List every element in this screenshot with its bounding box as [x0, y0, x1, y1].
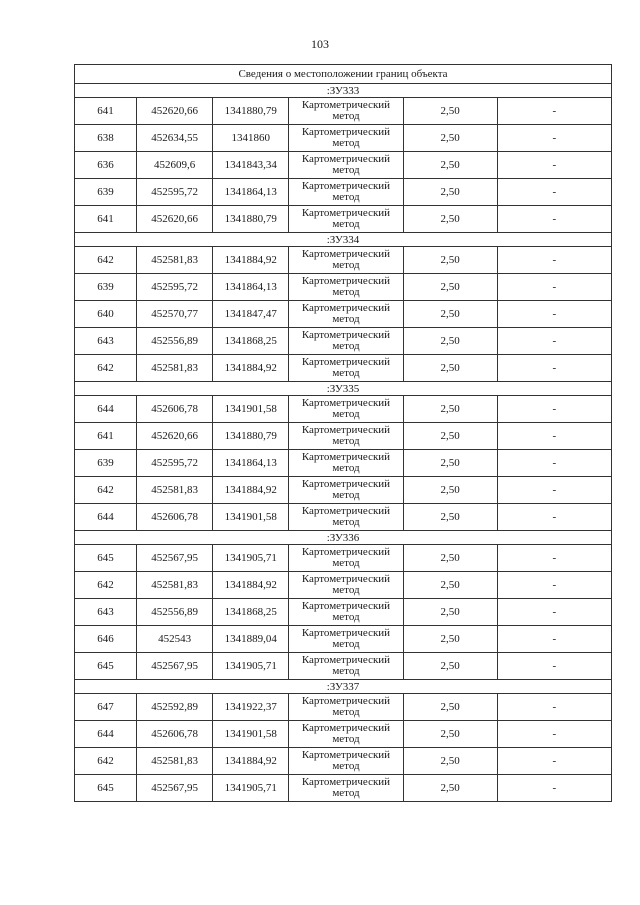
point-number-cell: 642	[75, 247, 137, 274]
x-coordinate-cell: 452634,55	[137, 125, 213, 152]
accuracy-cell: 2,50	[403, 504, 497, 531]
x-coordinate-cell: 452567,95	[137, 545, 213, 572]
method-cell: Картометрический метод	[289, 355, 403, 382]
accuracy-cell: 2,50	[403, 179, 497, 206]
table-caption: Сведения о местоположении границ объекта	[75, 65, 612, 84]
table-row	[75, 694, 612, 721]
page-number: 103	[311, 37, 329, 51]
point-number-cell: 644	[75, 721, 137, 748]
point-number-cell: 642	[75, 748, 137, 775]
method-cell: Картометрический метод	[289, 748, 403, 775]
table-row	[75, 396, 612, 423]
point-number-cell: 642	[75, 572, 137, 599]
method-cell: Картометрический метод	[289, 775, 403, 802]
note-cell: -	[497, 98, 611, 125]
section-name: :ЗУ334	[75, 233, 612, 247]
point-number-cell: 638	[75, 125, 137, 152]
table-row	[75, 599, 612, 626]
table-row	[75, 450, 612, 477]
note-cell: -	[497, 355, 611, 382]
x-coordinate-cell: 452581,83	[137, 748, 213, 775]
accuracy-cell: 2,50	[403, 301, 497, 328]
y-coordinate-cell: 1341864,13	[213, 179, 289, 206]
note-cell: -	[497, 423, 611, 450]
y-coordinate-cell: 1341880,79	[213, 423, 289, 450]
note-cell: -	[497, 626, 611, 653]
accuracy-cell: 2,50	[403, 396, 497, 423]
note-cell: -	[497, 545, 611, 572]
section-name: :ЗУ337	[75, 680, 612, 694]
accuracy-cell: 2,50	[403, 694, 497, 721]
y-coordinate-cell: 1341868,25	[213, 328, 289, 355]
y-coordinate-cell: 1341880,79	[213, 206, 289, 233]
y-coordinate-cell: 1341905,71	[213, 545, 289, 572]
accuracy-cell: 2,50	[403, 152, 497, 179]
method-cell: Картометрический метод	[289, 179, 403, 206]
y-coordinate-cell: 1341901,58	[213, 721, 289, 748]
x-coordinate-cell: 452606,78	[137, 396, 213, 423]
y-coordinate-cell: 1341864,13	[213, 274, 289, 301]
table-row	[75, 423, 612, 450]
point-number-cell: 645	[75, 653, 137, 680]
y-coordinate-cell: 1341905,71	[213, 775, 289, 802]
method-cell: Картометрический метод	[289, 152, 403, 179]
accuracy-cell: 2,50	[403, 599, 497, 626]
x-coordinate-cell: 452581,83	[137, 247, 213, 274]
x-coordinate-cell: 452581,83	[137, 572, 213, 599]
method-cell: Картометрический метод	[289, 572, 403, 599]
x-coordinate-cell: 452595,72	[137, 450, 213, 477]
note-cell: -	[497, 328, 611, 355]
table-row	[75, 301, 612, 328]
table-row	[75, 355, 612, 382]
x-coordinate-cell: 452595,72	[137, 179, 213, 206]
table-row	[75, 152, 612, 179]
method-cell: Картометрический метод	[289, 694, 403, 721]
table-row	[75, 775, 612, 802]
y-coordinate-cell: 1341901,58	[213, 504, 289, 531]
y-coordinate-cell: 1341901,58	[213, 396, 289, 423]
x-coordinate-cell: 452567,95	[137, 775, 213, 802]
note-cell: -	[497, 152, 611, 179]
boundary-table	[74, 64, 612, 802]
note-cell: -	[497, 396, 611, 423]
point-number-cell: 641	[75, 206, 137, 233]
y-coordinate-cell: 1341884,92	[213, 572, 289, 599]
accuracy-cell: 2,50	[403, 125, 497, 152]
accuracy-cell: 2,50	[403, 721, 497, 748]
x-coordinate-cell: 452567,95	[137, 653, 213, 680]
table-row	[75, 125, 612, 152]
y-coordinate-cell: 1341884,92	[213, 477, 289, 504]
point-number-cell: 639	[75, 274, 137, 301]
method-cell: Картометрический метод	[289, 206, 403, 233]
accuracy-cell: 2,50	[403, 775, 497, 802]
point-number-cell: 644	[75, 396, 137, 423]
method-cell: Картометрический метод	[289, 98, 403, 125]
accuracy-cell: 2,50	[403, 477, 497, 504]
x-coordinate-cell: 452581,83	[137, 477, 213, 504]
x-coordinate-cell: 452592,89	[137, 694, 213, 721]
accuracy-cell: 2,50	[403, 98, 497, 125]
accuracy-cell: 2,50	[403, 423, 497, 450]
section-header-row	[75, 531, 612, 545]
x-coordinate-cell: 452556,89	[137, 599, 213, 626]
accuracy-cell: 2,50	[403, 355, 497, 382]
method-cell: Картометрический метод	[289, 125, 403, 152]
method-cell: Картометрический метод	[289, 301, 403, 328]
y-coordinate-cell: 1341880,79	[213, 98, 289, 125]
table-row	[75, 328, 612, 355]
y-coordinate-cell: 1341868,25	[213, 599, 289, 626]
method-cell: Картометрический метод	[289, 396, 403, 423]
note-cell: -	[497, 477, 611, 504]
section-name: :ЗУ333	[75, 84, 612, 98]
y-coordinate-cell: 1341905,71	[213, 653, 289, 680]
method-cell: Картометрический метод	[289, 653, 403, 680]
table-row	[75, 98, 612, 125]
table-row	[75, 504, 612, 531]
method-cell: Картометрический метод	[289, 328, 403, 355]
method-cell: Картометрический метод	[289, 423, 403, 450]
method-cell: Картометрический метод	[289, 247, 403, 274]
x-coordinate-cell: 452620,66	[137, 206, 213, 233]
y-coordinate-cell: 1341889,04	[213, 626, 289, 653]
table-row	[75, 626, 612, 653]
x-coordinate-cell: 452581,83	[137, 355, 213, 382]
point-number-cell: 641	[75, 423, 137, 450]
accuracy-cell: 2,50	[403, 450, 497, 477]
section-name: :ЗУ336	[75, 531, 612, 545]
method-cell: Картометрический метод	[289, 450, 403, 477]
y-coordinate-cell: 1341884,92	[213, 355, 289, 382]
point-number-cell: 646	[75, 626, 137, 653]
accuracy-cell: 2,50	[403, 247, 497, 274]
section-name: :ЗУ335	[75, 382, 612, 396]
note-cell: -	[497, 206, 611, 233]
table-row	[75, 179, 612, 206]
note-cell: -	[497, 450, 611, 477]
x-coordinate-cell: 452543	[137, 626, 213, 653]
method-cell: Картометрический метод	[289, 274, 403, 301]
point-number-cell: 643	[75, 328, 137, 355]
table-row	[75, 545, 612, 572]
point-number-cell: 639	[75, 450, 137, 477]
note-cell: -	[497, 694, 611, 721]
accuracy-cell: 2,50	[403, 626, 497, 653]
point-number-cell: 641	[75, 98, 137, 125]
table-row	[75, 247, 612, 274]
section-header-row	[75, 680, 612, 694]
point-number-cell: 642	[75, 355, 137, 382]
accuracy-cell: 2,50	[403, 545, 497, 572]
x-coordinate-cell: 452606,78	[137, 504, 213, 531]
y-coordinate-cell: 1341860	[213, 125, 289, 152]
table-caption-row	[75, 65, 612, 84]
method-cell: Картометрический метод	[289, 626, 403, 653]
table-row	[75, 748, 612, 775]
y-coordinate-cell: 1341884,92	[213, 247, 289, 274]
y-coordinate-cell: 1341847,47	[213, 301, 289, 328]
table-row	[75, 721, 612, 748]
x-coordinate-cell: 452570,77	[137, 301, 213, 328]
note-cell: -	[497, 599, 611, 626]
table-row	[75, 572, 612, 599]
accuracy-cell: 2,50	[403, 572, 497, 599]
point-number-cell: 640	[75, 301, 137, 328]
table-row	[75, 653, 612, 680]
point-number-cell: 644	[75, 504, 137, 531]
note-cell: -	[497, 247, 611, 274]
y-coordinate-cell: 1341864,13	[213, 450, 289, 477]
accuracy-cell: 2,50	[403, 328, 497, 355]
method-cell: Картометрический метод	[289, 477, 403, 504]
y-coordinate-cell: 1341843,34	[213, 152, 289, 179]
note-cell: -	[497, 301, 611, 328]
method-cell: Картометрический метод	[289, 504, 403, 531]
note-cell: -	[497, 721, 611, 748]
x-coordinate-cell: 452609,6	[137, 152, 213, 179]
note-cell: -	[497, 125, 611, 152]
y-coordinate-cell: 1341884,92	[213, 748, 289, 775]
note-cell: -	[497, 504, 611, 531]
note-cell: -	[497, 748, 611, 775]
accuracy-cell: 2,50	[403, 274, 497, 301]
method-cell: Картометрический метод	[289, 721, 403, 748]
table-row	[75, 274, 612, 301]
table-row	[75, 477, 612, 504]
note-cell: -	[497, 274, 611, 301]
note-cell: -	[497, 572, 611, 599]
accuracy-cell: 2,50	[403, 206, 497, 233]
x-coordinate-cell: 452620,66	[137, 423, 213, 450]
section-header-row	[75, 382, 612, 396]
note-cell: -	[497, 653, 611, 680]
note-cell: -	[497, 179, 611, 206]
y-coordinate-cell: 1341922,37	[213, 694, 289, 721]
accuracy-cell: 2,50	[403, 653, 497, 680]
method-cell: Картометрический метод	[289, 545, 403, 572]
table-row	[75, 206, 612, 233]
point-number-cell: 645	[75, 775, 137, 802]
section-header-row	[75, 84, 612, 98]
x-coordinate-cell: 452606,78	[137, 721, 213, 748]
point-number-cell: 647	[75, 694, 137, 721]
x-coordinate-cell: 452595,72	[137, 274, 213, 301]
section-header-row	[75, 233, 612, 247]
point-number-cell: 639	[75, 179, 137, 206]
point-number-cell: 643	[75, 599, 137, 626]
method-cell: Картометрический метод	[289, 599, 403, 626]
x-coordinate-cell: 452620,66	[137, 98, 213, 125]
accuracy-cell: 2,50	[403, 748, 497, 775]
point-number-cell: 645	[75, 545, 137, 572]
note-cell: -	[497, 775, 611, 802]
point-number-cell: 642	[75, 477, 137, 504]
x-coordinate-cell: 452556,89	[137, 328, 213, 355]
point-number-cell: 636	[75, 152, 137, 179]
